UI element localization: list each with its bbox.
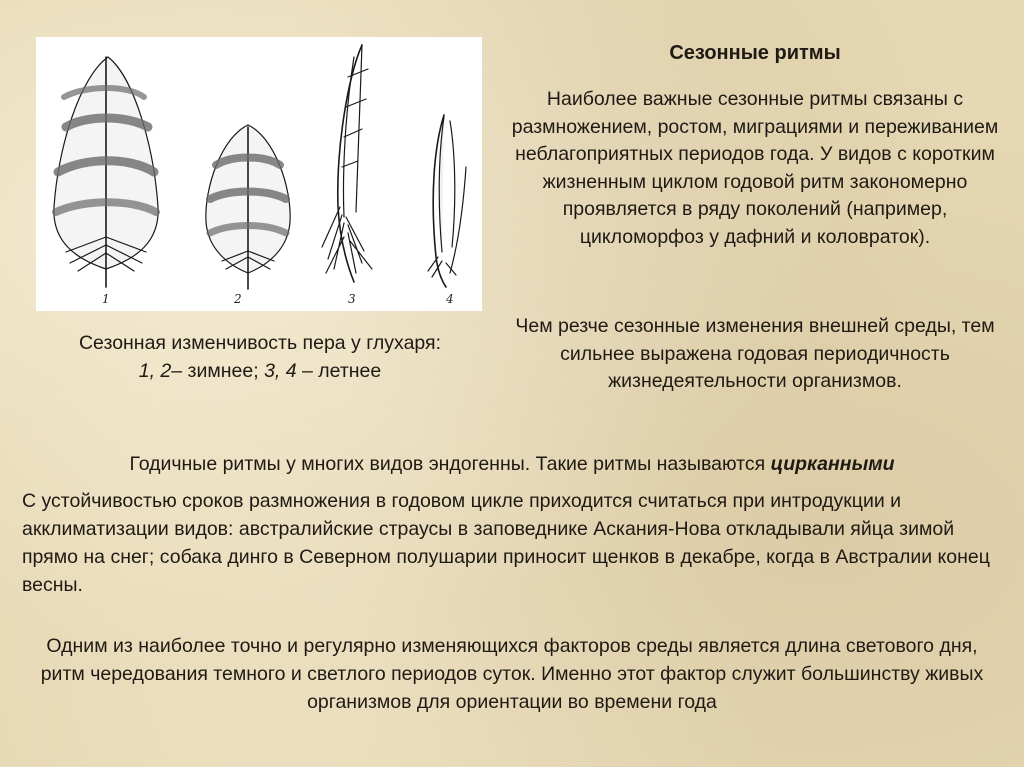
- feather-2: [206, 125, 290, 289]
- annual-rhythms-term: цирканными: [770, 453, 895, 475]
- caption-nums-summer: 3, 4: [264, 359, 297, 382]
- feather-drawing: [36, 37, 482, 311]
- feather-label-1: 1: [102, 292, 110, 306]
- feather-label-4: 4: [446, 292, 454, 306]
- slide-title: Сезонные ритмы: [669, 42, 841, 64]
- feather-1: [54, 57, 158, 287]
- annual-rhythms-text: Годичные ритмы у многих видов эндогенны. Такие ритмы называются: [129, 453, 771, 475]
- figure-caption: [30, 330, 490, 385]
- feather-label-2: 2: [234, 292, 242, 306]
- feather-label-3: 3: [348, 292, 356, 306]
- annual-rhythms-paragraph: [20, 451, 1004, 477]
- intro-paragraph: Наиболее важные сезонные ритмы связаны с размножением, ростом, миграциями и переживанием неблагоприятных периодов года. У видов с коротким жизненным циклом годовой ритм закономерно проявляется в ряду поколений (например, цикломорфоз у дафний и коловраток).: [511, 88, 999, 248]
- caption-winter: – зимнее;: [171, 359, 265, 382]
- feather-illustration: [36, 37, 482, 311]
- feather-3: [322, 45, 372, 282]
- caption-summer: – летнее: [296, 359, 382, 382]
- caption-line-1: Сезонная изменчивость пера у глухаря:: [78, 332, 442, 354]
- daylength-paragraph: Одним из наиболее точно и регулярно изменяющихся факторов среды является длина светового дня, ритм чередования темного и светлого периодов суток. Именно этот фактор служит большинству живых организмов для ориентации во времени года: [40, 635, 984, 713]
- caption-nums-winter: 1, 2: [138, 359, 172, 382]
- seasonal-paragraph: Чем резче сезонные изменения внешней среды, тем сильнее выражена годовая периодичность жизнедеятельности организмов.: [515, 315, 995, 392]
- stability-paragraph: С устойчивостью сроков размножения в годовом цикле приходится считаться при интродукции и акклиматизации видов: австралийские страусы в заповеднике Аскания-Нова откладывали яйца зимой прямо на снег; собака динго в Северном полушарии приносит щенков в декабре, когда в Австралии конец весны.: [22, 490, 990, 596]
- caption-line-2: [30, 358, 490, 386]
- feather-4: [428, 115, 466, 287]
